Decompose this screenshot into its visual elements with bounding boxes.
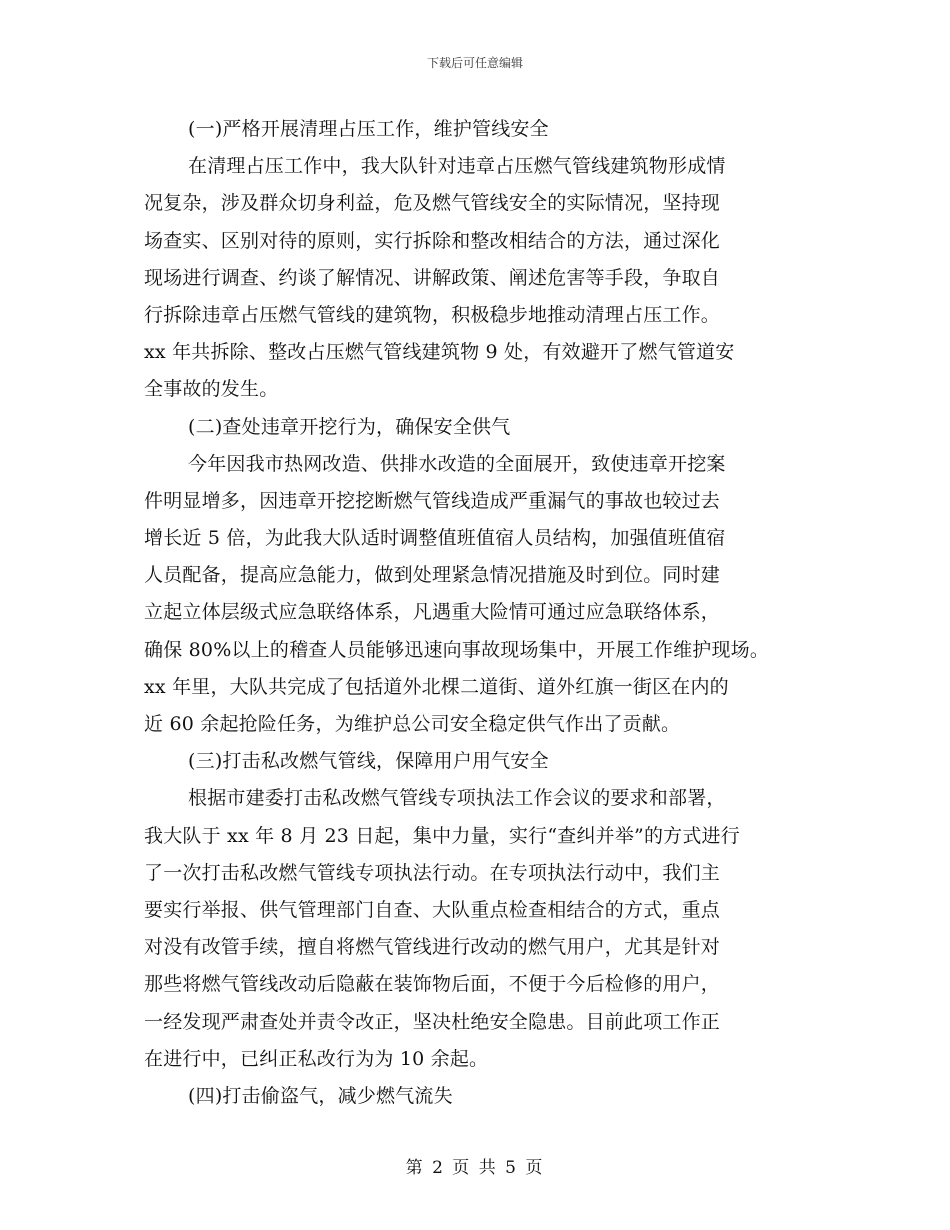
paragraph-line: 人员配备，提高应急能力，做到处理紧急情况措施及时到位。同时建	[144, 564, 721, 587]
document-body	[144, 111, 834, 1115]
paragraph-line: 增长近 5 倍，为此我大队适时调整值班值宿人员结构，加强值班值宿	[144, 527, 726, 550]
page-number-footer: 第 2 页 共 5 页	[405, 1158, 545, 1178]
paragraph-line: 一经发现严肃查处并责令改正，坚决杜绝安全隐患。目前此项工作正	[144, 1010, 721, 1033]
paragraph-line: 件明显增多，因违章开挖挖断燃气管线造成严重漏气的事故也较过去	[144, 489, 721, 512]
paragraph-line: 今年因我市热网改造、供排水改造的全面展开，致使违章开挖案	[188, 452, 726, 475]
paragraph-line: 我大队于 xx 年 8 月 23 日起，集中力量，实行“查纠并举”的方式进行	[144, 824, 740, 847]
paragraph-line: 立起立体层级式应急联络体系，凡遇重大险情可通过应急联络体系，	[144, 601, 721, 624]
paragraph-line: 确保 80%以上的稽查人员能够迅速向事故现场集中，开展工作维护现场。	[144, 638, 770, 661]
paragraph-line: 况复杂，涉及群众切身利益，危及燃气管线安全的实际情况，坚持现	[144, 192, 721, 215]
paragraph-line: 行拆除违章占压燃气管线的建筑物，积极稳步地推动清理占压工作。	[144, 303, 721, 326]
paragraph-line: 场查实、区别对待的原则，实行拆除和整改相结合的方法，通过深化	[144, 229, 721, 252]
paragraph-line: 现场进行调查、约谈了解情况、讲解政策、阐述危害等手段，争取自	[144, 266, 721, 289]
page-header-note: 下载后可任意编辑	[426, 56, 523, 70]
paragraph-line: 全事故的发生。	[144, 378, 279, 401]
paragraph-line: 在清理占压工作中，我大队针对违章占压燃气管线建筑物形成情	[188, 155, 726, 178]
paragraph-line: 近 60 余起抢险任务，为维护总公司安全稳定供气作出了贡献。	[144, 713, 681, 735]
paragraph-line: 要实行举报、供气管理部门自查、大队重点检查相结合的方式，重点	[144, 898, 721, 921]
paragraph-line: 根据市建委打击私改燃气管线专项执法工作会议的要求和部署，	[188, 787, 726, 810]
paragraph-line: 了一次打击私改燃气管线专项执法行动。在专项执法行动中，我们主	[144, 861, 721, 884]
paragraph-line: 在进行中，已纠正私改行为为 10 余起。	[144, 1047, 489, 1070]
section-heading-2: (二)查处违章开挖行为，确保安全供气	[188, 415, 511, 438]
section-heading-3: (三)打击私改燃气管线，保障用户用气安全	[188, 750, 549, 773]
paragraph-line: xx 年共拆除、整改占压燃气管线建筑物 9 处，有效避开了燃气管道安	[144, 341, 735, 364]
paragraph-line: 那些将燃气管线改动后隐蔽在装饰物后面，不便于今后检修的用户，	[144, 973, 721, 996]
section-heading-1: (一)严格开展清理占压工作，维护管线安全	[188, 118, 549, 140]
section-heading-4: (四)打击偷盗气，减少燃气流失	[188, 1084, 453, 1107]
paragraph-line: xx 年里，大队共完成了包括道外北棵二道街、道外红旗一街区在内的	[144, 675, 729, 698]
paragraph-line: 对没有改管手续，擅自将燃气管线进行改动的燃气用户，尤其是针对	[144, 936, 721, 959]
